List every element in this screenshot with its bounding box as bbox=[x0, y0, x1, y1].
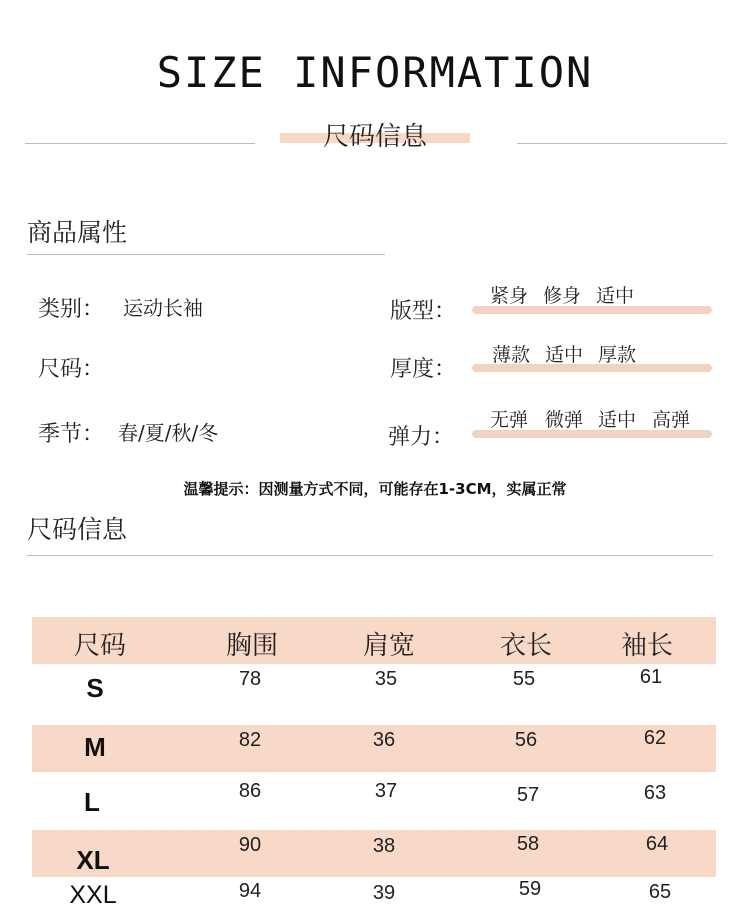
table-header-length: 衣长 bbox=[499, 631, 552, 661]
fit-option-regular: 适中 bbox=[596, 285, 635, 307]
table-cell-sleeve: 65 bbox=[648, 881, 672, 903]
thickness-label: 厚度： bbox=[390, 357, 457, 382]
thickness-option-thin: 薄款 bbox=[492, 344, 531, 366]
table-header-chest: 胸围 bbox=[225, 631, 278, 661]
size-section-divider bbox=[27, 555, 713, 556]
table-cell-chest: 78 bbox=[238, 668, 262, 690]
table-header-shoulder: 肩宽 bbox=[362, 631, 415, 661]
category-value: 运动长袖 bbox=[123, 296, 203, 320]
fit-option-slim: 修身 bbox=[543, 285, 582, 307]
table-cell-sleeve: 62 bbox=[643, 727, 667, 749]
thickness-option-medium: 适中 bbox=[545, 344, 584, 366]
elasticity-option-slight: 微弹 bbox=[545, 409, 584, 431]
table-cell-size: S bbox=[86, 673, 104, 703]
table-cell-shoulder: 37 bbox=[374, 780, 398, 802]
table-cell-chest: 82 bbox=[238, 729, 262, 751]
thickness-option-thick: 厚款 bbox=[598, 344, 637, 366]
elasticity-label: 弹力： bbox=[388, 425, 455, 450]
table-cell-length: 59 bbox=[518, 878, 542, 900]
table-cell-sleeve: 64 bbox=[645, 833, 669, 855]
table-cell-length: 55 bbox=[512, 668, 536, 690]
table-cell-shoulder: 39 bbox=[372, 882, 396, 904]
fit-label: 版型： bbox=[390, 299, 457, 324]
page-subtitle: 尺码信息 bbox=[322, 122, 427, 152]
elasticity-option-none: 无弹 bbox=[490, 409, 529, 431]
table-cell-size: XL bbox=[76, 845, 110, 875]
table-cell-sleeve: 61 bbox=[639, 666, 663, 688]
category-label: 类别： bbox=[38, 297, 105, 322]
table-cell-length: 57 bbox=[516, 784, 540, 806]
size-section-title: 尺码信息 bbox=[27, 515, 128, 544]
table-cell-chest: 86 bbox=[238, 780, 262, 802]
table-cell-shoulder: 35 bbox=[374, 668, 398, 690]
measurement-notice: 温馨提示：因测量方式不同，可能存在1-3CM，实属正常 bbox=[183, 480, 567, 498]
page-title: SIZE INFORMATION bbox=[156, 48, 594, 97]
table-cell-size: L bbox=[84, 787, 100, 817]
table-cell-chest: 94 bbox=[238, 880, 262, 902]
elasticity-option-high: 高弹 bbox=[652, 409, 691, 431]
table-cell-length: 58 bbox=[516, 833, 540, 855]
table-cell-sleeve: 63 bbox=[643, 782, 667, 804]
season-value: 春/夏/秋/冬 bbox=[118, 421, 219, 445]
size-label: 尺码： bbox=[38, 357, 105, 382]
table-cell-length: 56 bbox=[514, 729, 538, 751]
table-cell-size: XXL bbox=[69, 881, 117, 909]
fit-option-tight: 紧身 bbox=[490, 285, 529, 307]
table-header-size: 尺码 bbox=[73, 631, 126, 661]
table-header-sleeve: 袖长 bbox=[620, 631, 673, 661]
season-label: 季节： bbox=[38, 422, 105, 447]
table-cell-shoulder: 36 bbox=[372, 729, 396, 751]
table-cell-size: M bbox=[84, 732, 106, 762]
attributes-divider bbox=[27, 254, 385, 255]
elasticity-option-medium: 适中 bbox=[598, 409, 637, 431]
table-cell-chest: 90 bbox=[238, 834, 262, 856]
table-cell-shoulder: 38 bbox=[372, 835, 396, 857]
attributes-section-title: 商品属性 bbox=[27, 218, 128, 247]
